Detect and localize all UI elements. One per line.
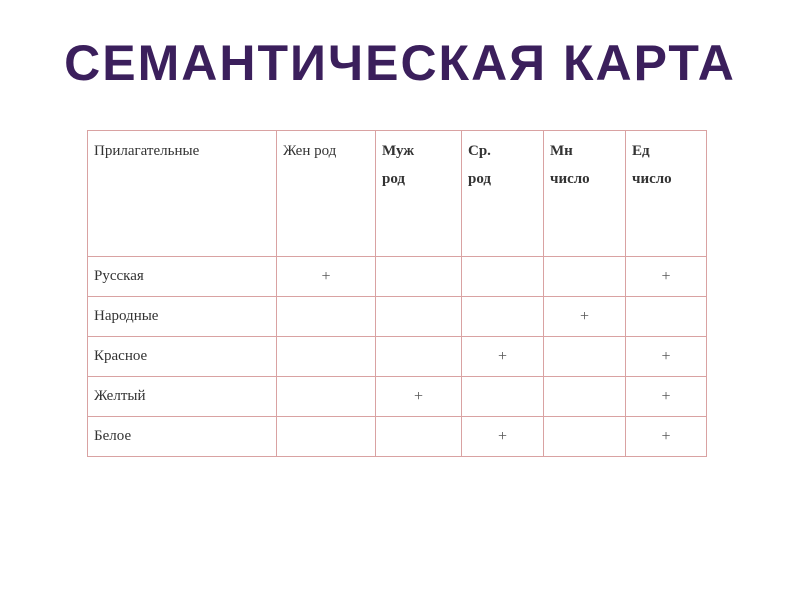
table-row xyxy=(88,377,707,417)
table-cell: + xyxy=(544,297,626,337)
row-label: Красное xyxy=(88,337,277,377)
header-plural: Мн число xyxy=(544,131,626,257)
row-label: Русская xyxy=(88,257,277,297)
row-label: Белое xyxy=(88,417,277,457)
table-cell xyxy=(277,377,376,417)
table-cell: + xyxy=(376,377,462,417)
header-masculine: Муж род xyxy=(376,131,462,257)
table-row xyxy=(88,297,707,337)
table-cell xyxy=(376,297,462,337)
table-cell xyxy=(626,297,707,337)
table-row xyxy=(88,337,707,377)
table-cell xyxy=(544,337,626,377)
table-cell xyxy=(462,297,544,337)
table-row xyxy=(88,257,707,297)
slide-title: СЕМАНТИЧЕСКАЯ КАРТА xyxy=(64,35,736,91)
header-singular: Ед число xyxy=(626,131,707,257)
table-cell: + xyxy=(626,377,707,417)
table-row xyxy=(88,417,707,457)
semantic-map-table xyxy=(87,130,707,457)
table-cell xyxy=(462,377,544,417)
table-cell: + xyxy=(462,417,544,457)
row-label: Желтый xyxy=(88,377,277,417)
table-cell: + xyxy=(626,417,707,457)
table-cell xyxy=(544,417,626,457)
table-cell xyxy=(544,257,626,297)
table-cell xyxy=(376,337,462,377)
table-cell xyxy=(277,297,376,337)
table-cell: + xyxy=(626,337,707,377)
table-cell xyxy=(277,337,376,377)
table-cell: + xyxy=(277,257,376,297)
table-cell xyxy=(376,257,462,297)
table-cell: + xyxy=(462,337,544,377)
table-cell xyxy=(544,377,626,417)
row-label: Народные xyxy=(88,297,277,337)
table-header-row xyxy=(88,131,707,257)
table-cell: + xyxy=(626,257,707,297)
table-cell xyxy=(277,417,376,457)
header-neuter: Ср. род xyxy=(462,131,544,257)
table-cell xyxy=(462,257,544,297)
header-adjectives: Прилагательные xyxy=(88,131,277,257)
table-cell xyxy=(376,417,462,457)
header-feminine: Жен род xyxy=(277,131,376,257)
